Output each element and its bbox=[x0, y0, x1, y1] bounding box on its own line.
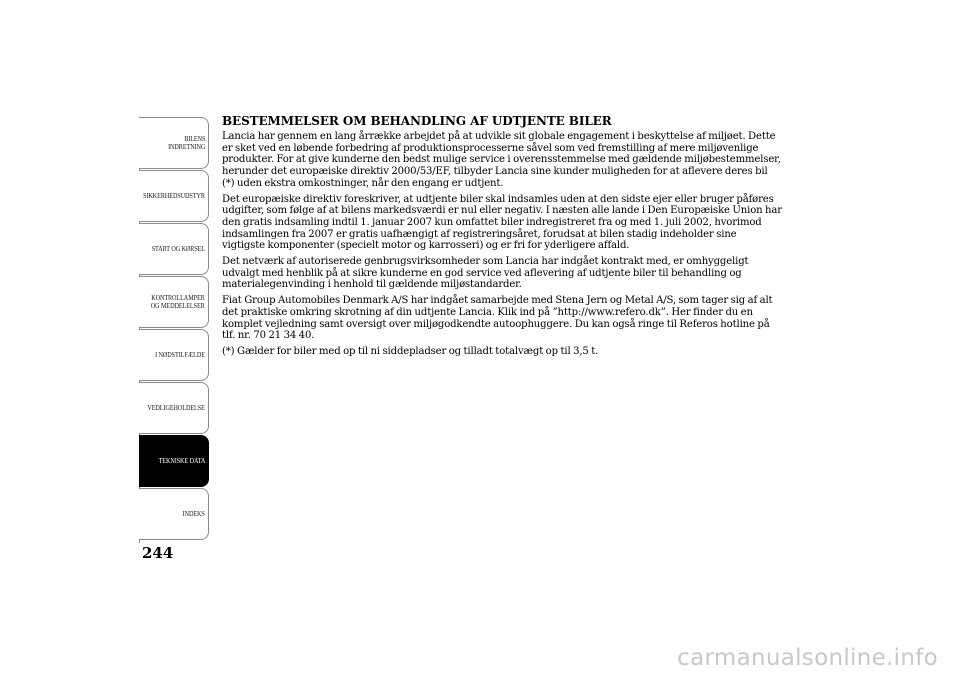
tab-label-line: SIKKERHEDSUDSTYR bbox=[143, 192, 205, 200]
tab-label bbox=[152, 245, 205, 253]
tab-label-line: START OG KØRSEL bbox=[151, 245, 205, 253]
article-paragraph: Det europæiske direktiv foreskriver, at udtjente biler skal indsamles uden at den sidste ejer eller bruger påføres udgifter, som følge af at bilens markedsværdi er nul eller negativ. I næsten alle lande i Den Europæiske Union har den gratis indsamling indtil 1. januar 2007 kun omfattet biler indregistreret fra og med 1. juli 2002, hvorimod indsamlingen fra 2007 er gratis uafhængigt af registreringsåret, forudsat at bilen stadig indeholder sine vigtigste komponenter (specielt motor og karrosseri) og er fri for yderligere affald. bbox=[222, 193, 782, 252]
tab-label-line: I NØDSTILFÆLDE bbox=[155, 351, 205, 359]
tab-start-og-korsel[interactable] bbox=[139, 223, 209, 275]
tab-label bbox=[155, 351, 205, 359]
article-paragraph: Fiat Group Automobiles Denmark A/S har indgået samarbejde med Stena Jern og Metal A/S, som tager sig af alt det praktiske omkring skrotning af din udtjente Lancia. Klik ind på ”http://www.refero.dk”. Her finder du en komplet vejledning samt oversigt over miljøgodkendte autoophuggere. Du kan også ringe til Referos hotline på tlf. nr. 70 21 34 40. bbox=[222, 295, 773, 342]
tab-label bbox=[158, 457, 205, 465]
tab-sikkerhedsudstyr[interactable] bbox=[139, 170, 209, 222]
tab-vedligeholdelse[interactable] bbox=[139, 382, 209, 434]
article bbox=[222, 114, 782, 362]
article-title: BESTEMMELSER OM BEHANDLING AF UDTJENTE BILER bbox=[222, 114, 612, 128]
tab-tekniske-data[interactable] bbox=[139, 435, 209, 487]
tab-label-line: INDRETNING bbox=[167, 143, 205, 151]
page-number: 244 bbox=[142, 544, 174, 562]
tab-bilens-indretning[interactable] bbox=[139, 117, 209, 169]
tab-label-line: KONTROLLAMPER bbox=[151, 294, 205, 302]
tab-indeks[interactable] bbox=[139, 488, 209, 540]
article-paragraph: Det netværk af autoriserede genbrugsvirksomheder som Lancia har indgået kontrakt med, er omhyggeligt udvalgt med henblik på at sikre kunderne en god service ved aflevering af udtjente biler til behandling og materialegenvinding i henhold til gældende miljøstandarder. bbox=[222, 256, 749, 291]
tab-kontrollamper[interactable] bbox=[139, 276, 209, 328]
tab-label-line: TEKNISKE DATA bbox=[158, 457, 205, 465]
article-footnote: (*) Gælder for biler med op til ni siddepladser og tilladt totalvægt op til 3,5 t. bbox=[222, 345, 599, 357]
tab-i-nodstilfaelde[interactable] bbox=[139, 329, 209, 381]
tab-label bbox=[168, 135, 205, 151]
tab-label bbox=[183, 510, 205, 518]
tab-label bbox=[143, 192, 205, 200]
tab-label bbox=[151, 294, 205, 310]
watermark: carmanualsonline.info bbox=[677, 645, 938, 671]
article-paragraph: Lancia har gennem en lang årrække arbejdet på at udvikle sit globale engagement i beskyttelse af miljøet. Dette er sket ved en løbende forbedring af produktionsprocesserne såvel som ved fremstilling af mere miljøvenlige produkter. For at give kunderne den bedst mulige service i overensstemmelse med gældende miljøbestemmelser, herunder det europæiske direktiv 2000/53/EF, tilbyder Lancia sine kunder muligheden for at aflevere deres bil (*) uden ekstra omkostninger, når den engang er udtjent. bbox=[222, 131, 781, 189]
chapter-sidebar bbox=[139, 117, 210, 543]
tab-label bbox=[148, 404, 205, 412]
tab-label-line: INDEKS bbox=[182, 510, 205, 518]
tab-label-line: OG MEDDELELSER bbox=[151, 302, 205, 310]
tab-label-line: BILENS bbox=[183, 135, 205, 143]
tab-label-line: VEDLIGEHOLDELSE bbox=[147, 404, 205, 412]
